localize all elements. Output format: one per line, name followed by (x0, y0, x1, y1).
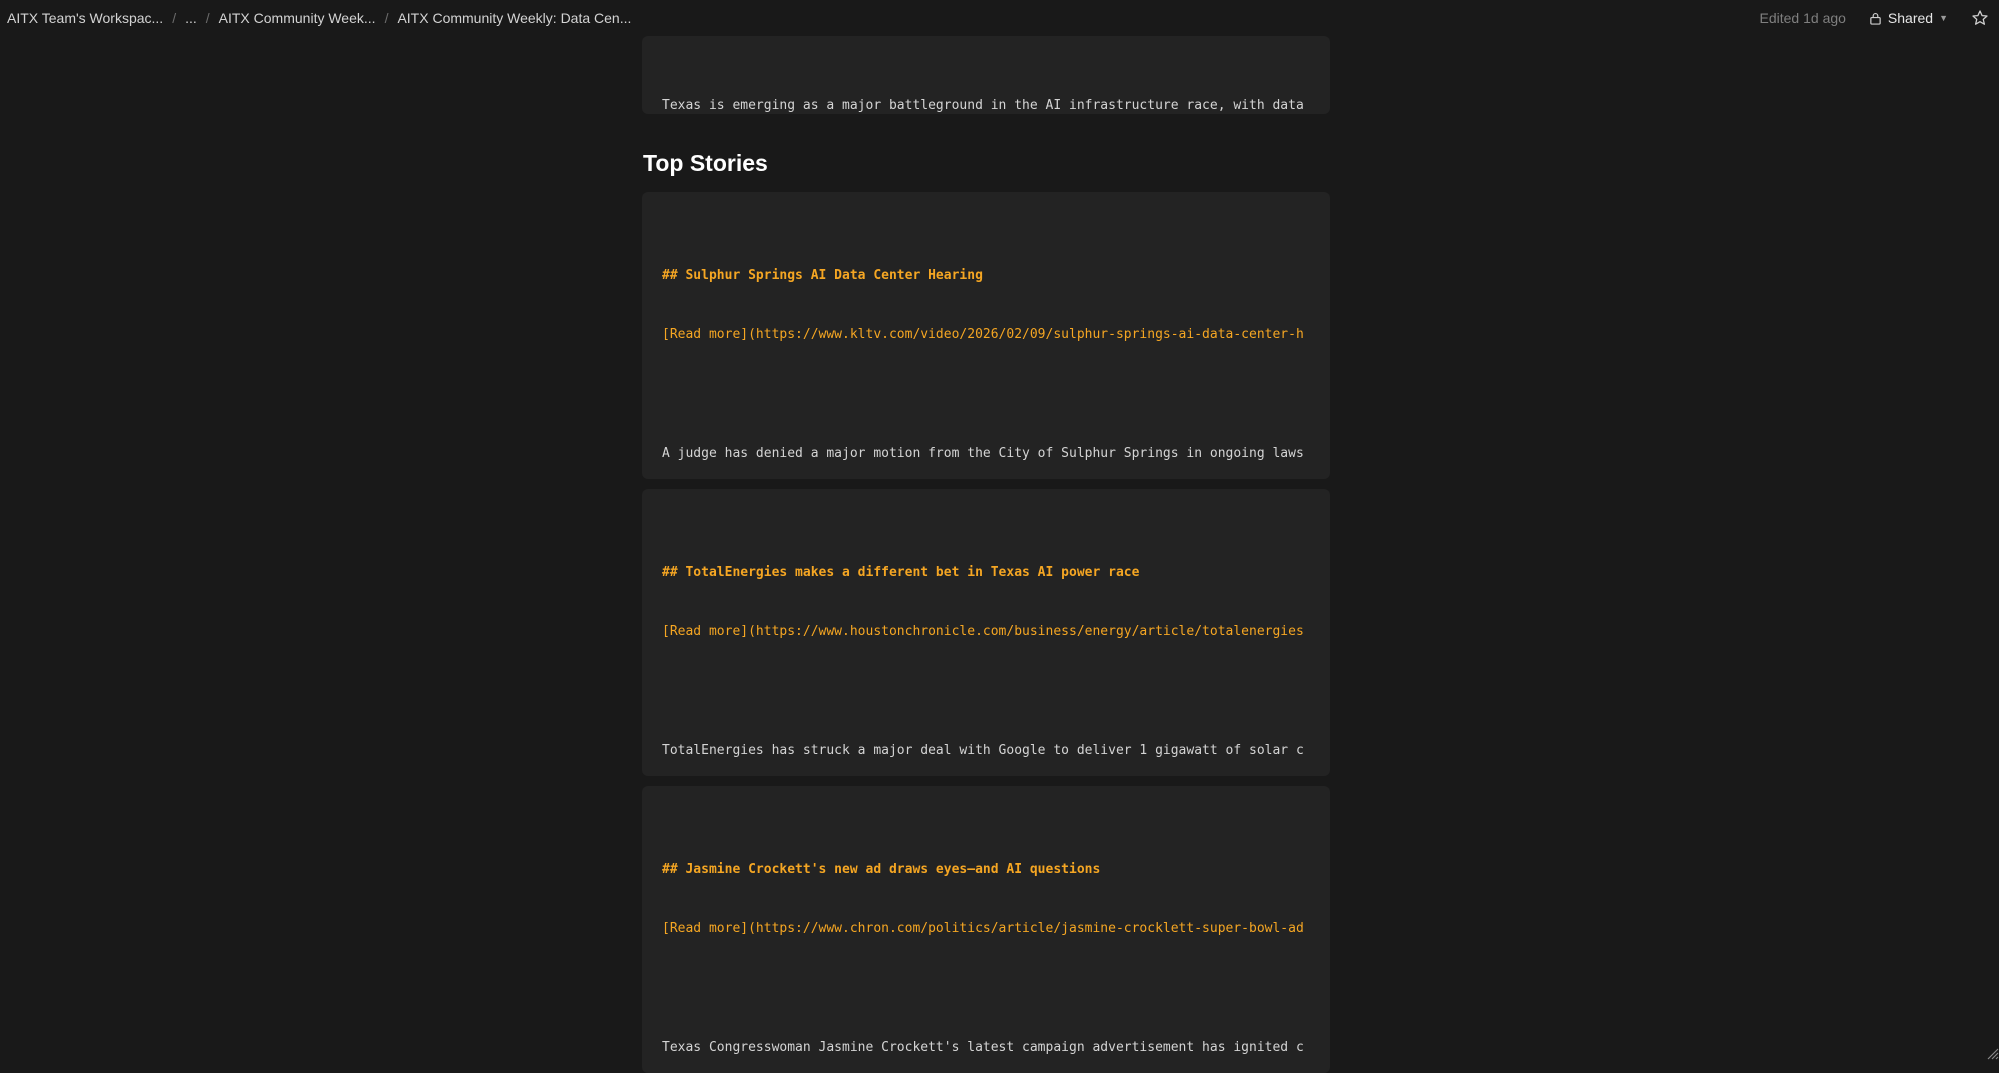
share-label: Shared (1887, 10, 1934, 26)
breadcrumb-current-page[interactable]: AITX Community Weekly: Data Cen... (397, 10, 632, 26)
read-more-link[interactable]: [Read more](https://www.kltv.com/video/2026/02/09/sulphur-springs-ai-data-center-h (662, 326, 1304, 342)
story-heading: ## Sulphur Springs AI Data Center Hearing (662, 267, 983, 283)
breadcrumb-separator: / (205, 10, 210, 26)
header-actions (1760, 0, 1999, 36)
breadcrumb-workspace[interactable]: AITX Team's Workspac... (7, 10, 164, 26)
breadcrumb-separator: / (172, 10, 177, 26)
section-heading-top-stories: Top Stories (643, 150, 768, 176)
resize-grip-icon[interactable] (1985, 1046, 1999, 1060)
page-content (642, 36, 1330, 1073)
story-summary: A judge has denied a major motion from the City of Sulphur Springs in ongoing laws (662, 445, 1304, 461)
breadcrumb-separator: / (384, 10, 389, 26)
breadcrumb-ellipsis[interactable]: ... (185, 10, 197, 26)
story-heading: ## TotalEnergies makes a different bet in Texas AI power race (662, 564, 1140, 580)
chevron-down-icon: ▼ (1939, 13, 1948, 23)
read-more-link[interactable]: [Read more](https://www.houstonchronicle.com/business/energy/article/totalenergies (662, 623, 1304, 639)
story-summary: TotalEnergies has struck a major deal with Google to deliver 1 gigawatt of solar c (662, 742, 1304, 758)
story-code-block[interactable] (642, 489, 1330, 776)
read-more-link[interactable]: [Read more](https://www.chron.com/politics/article/jasmine-crocklett-super-bowl-ad (662, 920, 1304, 936)
intro-text: Texas is emerging as a major battleground in the AI infrastructure race, with data (662, 97, 1304, 113)
share-button[interactable] (1860, 5, 1957, 31)
breadcrumb (0, 10, 631, 26)
edited-timestamp: Edited 1d ago (1759, 10, 1846, 26)
story-heading: ## Jasmine Crockett's new ad draws eyes—and AI questions (662, 861, 1101, 877)
lock-icon (1869, 12, 1882, 25)
top-bar (0, 0, 1999, 36)
story-code-block[interactable] (642, 786, 1330, 1073)
story-code-block[interactable] (642, 192, 1330, 479)
intro-code-block[interactable] (642, 36, 1330, 114)
story-summary: Texas Congresswoman Jasmine Crockett's latest campaign advertisement has ignited c (662, 1039, 1304, 1055)
breadcrumb-parent-page[interactable]: AITX Community Week... (218, 10, 376, 26)
star-icon[interactable] (1971, 9, 1989, 27)
